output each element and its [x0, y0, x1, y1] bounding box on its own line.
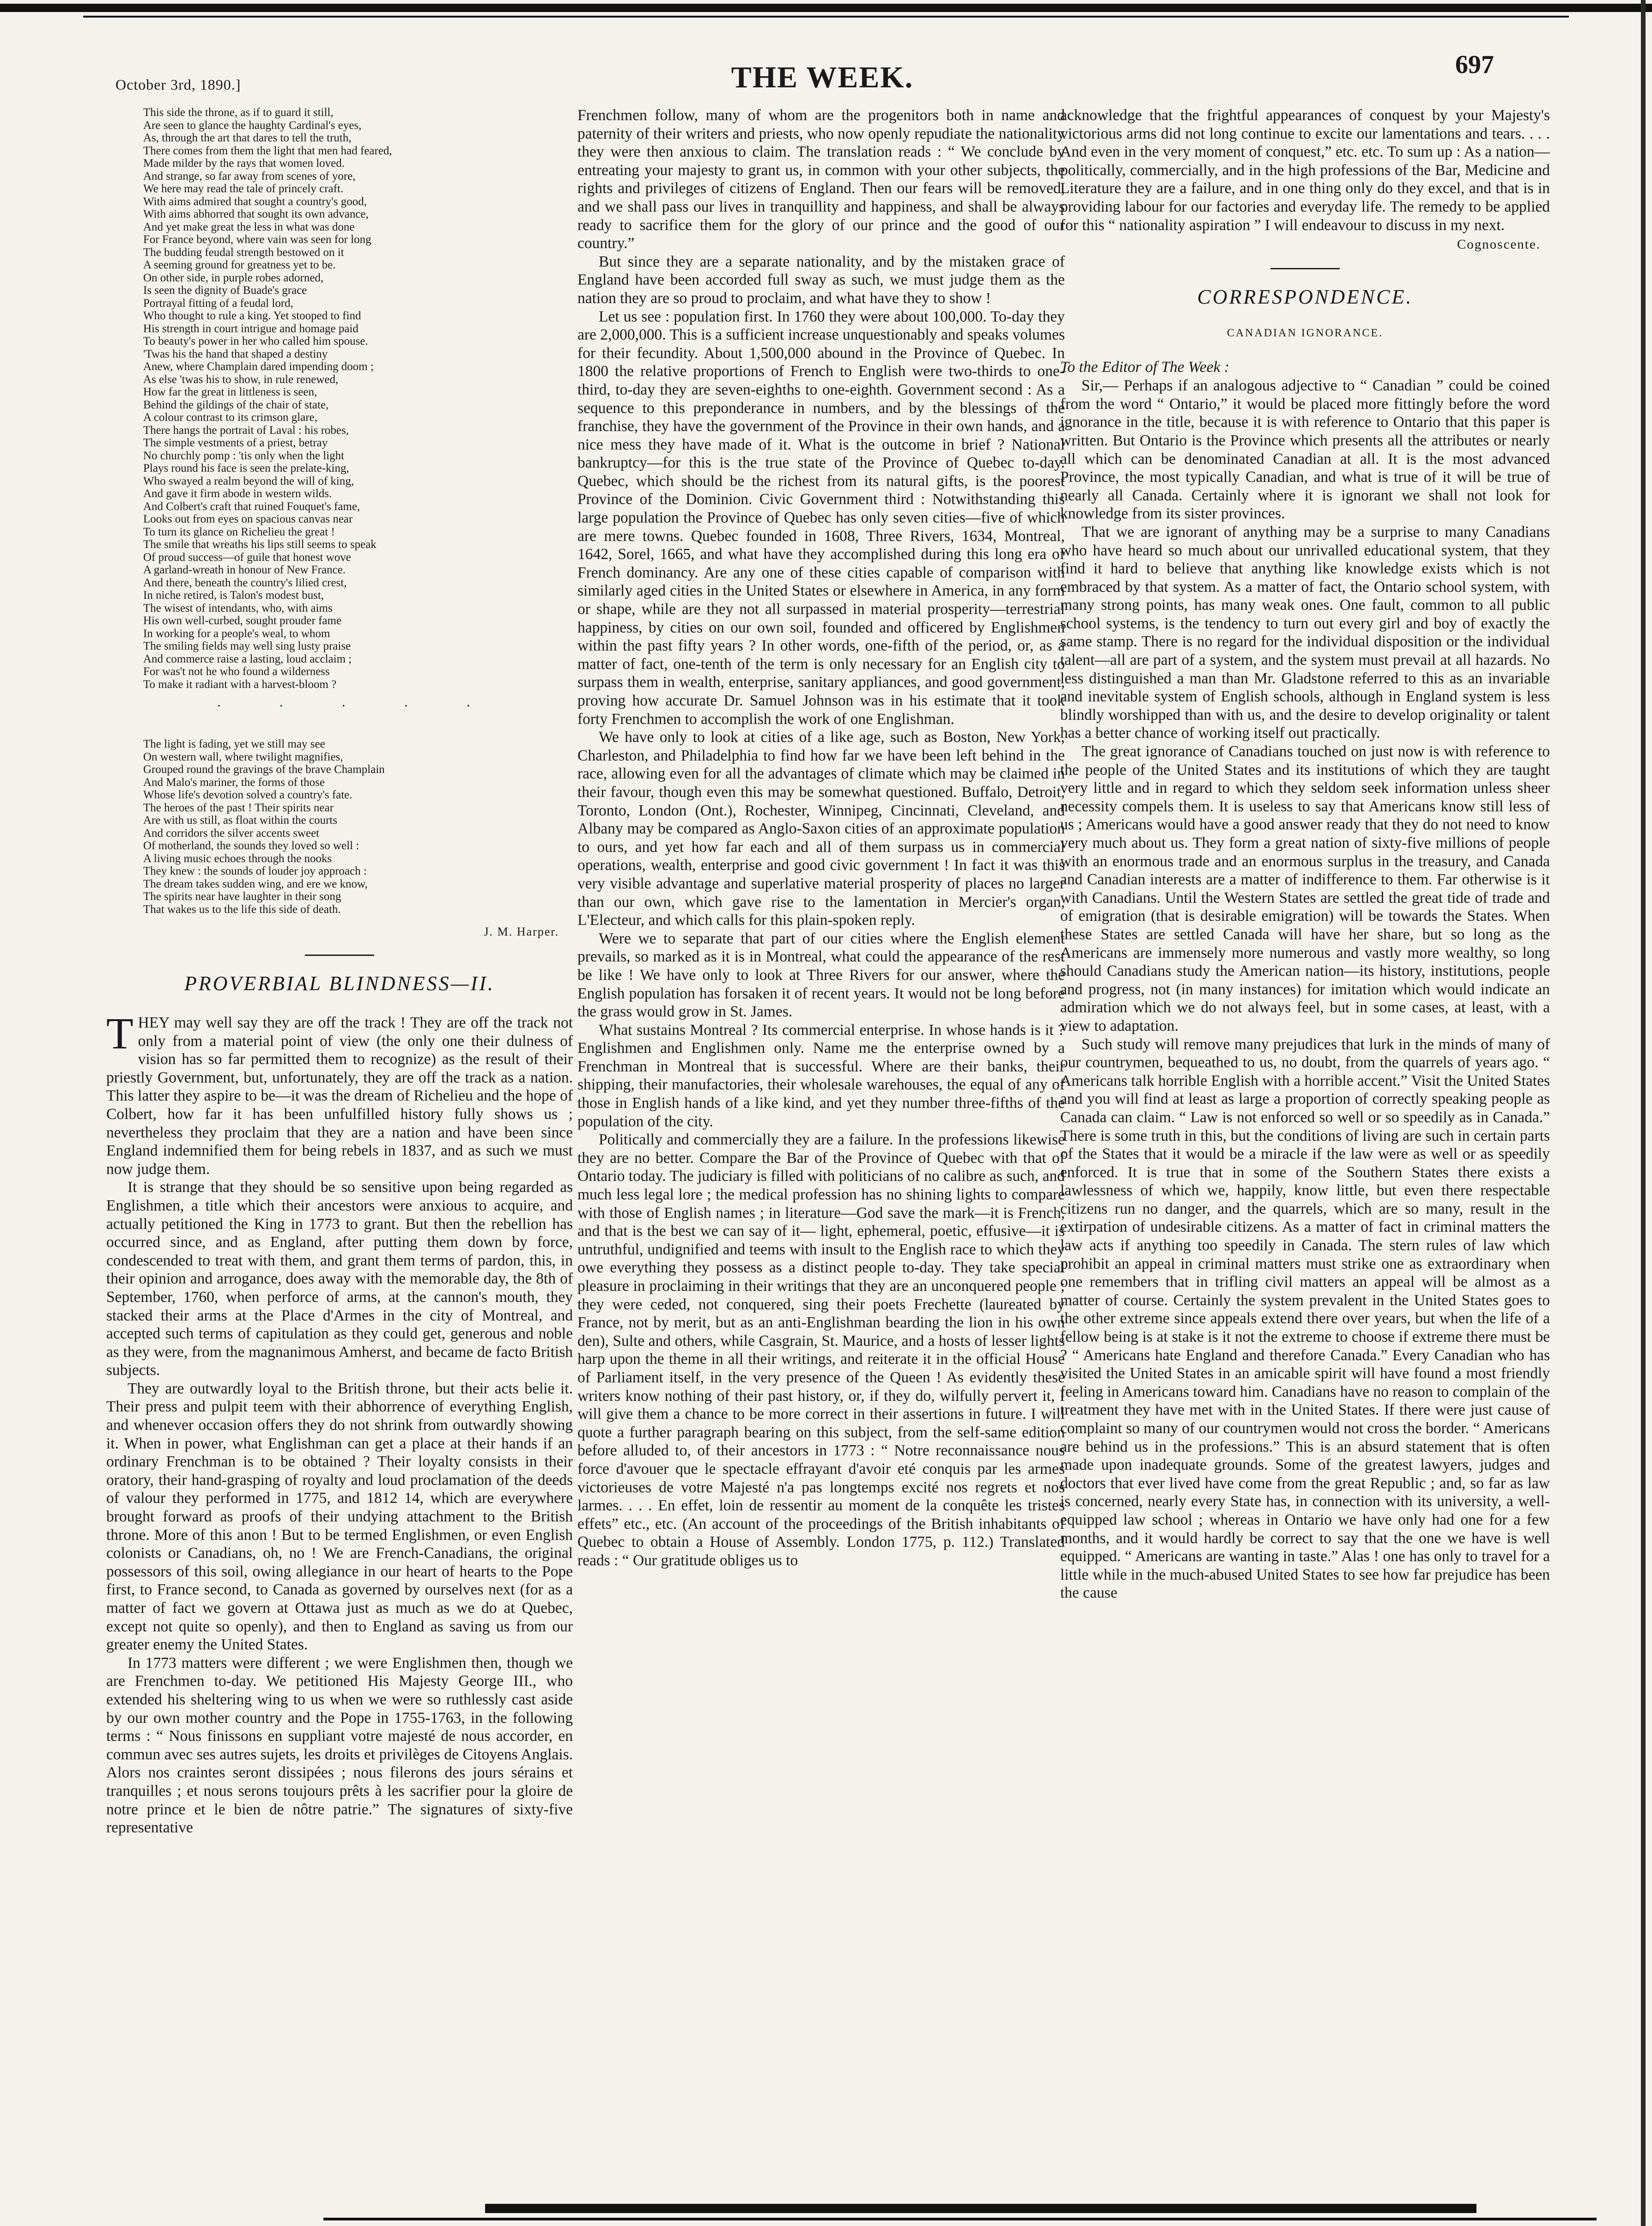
poem-line: Of motherland, the sounds they loved so well : — [143, 839, 359, 852]
poem-line: Behind the gildings of the chair of state, — [143, 398, 329, 411]
poem-line: Plays round his face is seen the prelate-king, — [143, 462, 349, 474]
poem-line: Is seen the dignity of Buade's grace — [143, 284, 307, 297]
poem-line: The wisest of intendants, who, with aims — [143, 602, 333, 614]
poem-line: Anew, where Champlain dared impending doom ; — [143, 360, 374, 373]
article-paragraph: Were we to separate that part of our cities where the English element prevails, so marked as it is in Montreal, what could the appearance of the rest be like ! We have only to look at Three Rivers for our answer, where the English population has forsaken it of recent years. It would not be long before the grass would grow in St. James. — [577, 930, 1065, 1021]
poem-line: And Colbert's craft that ruined Fouquet's fame, — [143, 500, 360, 513]
poem-line: In niche retired, is Talon's modest bust, — [143, 589, 324, 602]
article-paragraph: Frenchmen follow, many of whom are the progenitors both in name and paternity of their writers and priests, who now openly repudiate the nationality they were then anxious to claim. The translation reads : “ We conclude by entreating your majesty to grant us, in common with your other subjects, the rights and privileges of citizens of England. Then our fears will be removed, and we shall pass our lives in tranquillity and happiness, and shall be always ready to sacrifice them for the glory of our prince and the good of our country.” — [577, 107, 1065, 252]
poem-line: This side the throne, as if to guard it still, — [143, 106, 334, 119]
drop-cap: T — [106, 1009, 134, 1058]
poem-line: Who thought to rule a king. Yet stooped to find — [143, 310, 361, 322]
poem-line: The spirits near have laughter in their song — [143, 890, 341, 903]
letter-paragraph: Sir,— Perhaps if an analogous adjective to “ Canadian ” could be coined from the word “ Ontario,” it would be placed more fittingly before the word ignorance in the title, because it is with reference to Ontario that this paper is written. But Ontario is the Province which presents all the attributes or nearly all which can be denominated Canadian at all. It is the most advanced Province, the most typically Canadian, and what is true of it will be true of nearly all Canada. Certainly where it is ignorant we shall not look for knowledge from its sister provinces. — [1060, 377, 1550, 523]
bottom-border-rule — [485, 2204, 1476, 2213]
poem-line: To turn its glance on Richelieu the great ! — [143, 525, 335, 538]
poem-line: And gave it firm abode in western wilds. — [143, 487, 332, 500]
letter-paragraph: That we are ignorant of anything may be a surprise to many Canadians who have heard so much about our unrivalled educational system, that they find it hard to believe that anything like knowledge exists which is not embraced by that system. As a matter of fact, the Ontario school system, with many strong points, has many weak ones. One fault, common to all public school systems, is the tendency to turn out every girl and boy of exactly the same stamp. There is no regard for the individual disposition or the individual talent—all are part of a system, and the system must prevail at all hazards. No less distinguished a man than Mr. Gladstone referred to this as an invariable and inevitable system of English schools, although in England system is less blindly worshipped than with us, and the desire to develop originality or talent has a better chance of working itself out practically. — [1060, 523, 1550, 742]
poem-line: On other side, in purple robes adorned, — [143, 271, 324, 284]
top-border-rule — [0, 4, 1652, 12]
poem-line: They knew : the sounds of louder joy approach : — [143, 865, 367, 877]
poem-line: And corridors the silver accents sweet — [143, 827, 320, 839]
article-first-text: HEY may well say they are off the track ! They are off the track not only from a material point of view (the only one their dulness of vision has so far permitted them to recognize) as the result of their priestly Government, but, unfortunately, they are off the track as a nation. This latter they aspire to be—it was the dream of Richelieu and the hope of Colbert, how far it has been unfulfilled history fully shows us ; nevertheless they proclaim that they are a nation and have been since England indemnified them for being rebels in 1837, and as such we must now judge them. — [106, 1014, 573, 1178]
article-paragraph: But since they are a separate nationality, and by the mistaken grace of England have been accorded full sway as such, we must judge them as the nation they are so proud to proclaim, and what have they to show ! — [577, 253, 1065, 307]
article-signoff: Cognoscente. — [1457, 237, 1541, 252]
poem-line: Of proud success—of guile that honest wove — [143, 551, 351, 564]
poem-line: As else 'twas his to show, in rule renewed, — [143, 373, 339, 386]
journal-title: THE WEEK. — [731, 61, 914, 94]
poem-line: On western wall, where twilight magnifies, — [143, 750, 343, 763]
article-paragraph: acknowledge that the frightful appearances of conquest by your Majesty's victorious arms did not long continue to excite our lamentations and tears. . . . And even in the very moment of conquest,” etc. etc. To sum up : As a nation—politically, commercially, and in the high professions of the Bar, Medicine and Literature they are a failure, and in one thing only do they excel, and that is in providing labour for our factories and everyday life. The remedy to be applied for this “ nationality aspiration ” I will endeavour to discuss in my next. — [1060, 107, 1550, 234]
poem-ellipsis: . . . . . — [217, 694, 498, 710]
poem-line: A garland-wreath in honour of New France. — [143, 564, 346, 576]
article-paragraph: What sustains Montreal ? Its commercial enterprise. In whose hands is it ? Englishmen and Englishmen only. Name me the enterprise owned by a Frenchman in Montreal that is successful. Where are their banks, their shipping, their manufactories, their wholesale warehouses, the equal of any of those in English hands of a like kind, and yet they number three-fifths of the population of the city. — [577, 1021, 1065, 1130]
column-3 — [1060, 106, 1550, 1602]
article-paragraph: Let us see : population first. In 1760 they were about 100,000. To-day they are 2,000,000. This is a sufficient increase unquestionably and speaks volumes for their fecundity. About 1,500,000 abound in the Province of Quebec. In 1800 the relative proportions of French to English were two-thirds to one-third, to-day they are seven-eighths to one-eighth. Government second : As a sequence to this preponderance in numbers, and by the blessings of the franchise, they have the government of the Province in their own hands, and a nice mess they have made of it. What is the outcome in brief ? National bankruptcy—for this is the true state of the Province of Quebec to-day. Quebec, which should be the richest from its natural gifts, is the poorest Province of the Dominion. Civic Government third : Notwithstanding this large population the Province of Quebec has only seven cities—five of which are mere towns. Quebec founded in 1608, Three Rivers, 1634, Montreal, 1642, Sorel, 1665, and what have they accomplished during this long era of French dominancy. Are any one of these cities capable of comparison with similarly aged cities in the United States or elsewhere in America, in any form or shape, while are they not all surpassed in material prosperity—terrestrial happiness, by cities on our own soil, founded and officered by Englishmen within the past fifty years ? In other words, one-fifth of the period, or, as a matter of fact, one-tenth of the term is only necessary for an English city to surpass them in wealth, enterprise, sanitary appliances, and good government, proving how accurate Dr. Samuel Johnson was in his estimate that it took forty Frenchmen to accomplish the work of one Englishman. — [577, 308, 1065, 728]
poem-line: And Malo's mariner, the forms of those — [143, 776, 325, 789]
poem-line: For was't not he who found a wilderness — [143, 665, 330, 678]
poem-line: To make it radiant with a harvest-bloom ? — [143, 678, 337, 691]
poem-line: And yet make great the less in what was done — [143, 220, 355, 233]
poem-line: The heroes of the past ! Their spirits near — [143, 801, 334, 814]
poem-line: That wakes us to the life this side of death. — [143, 903, 341, 916]
poem-line: Portrayal fitting of a feudal lord, — [143, 297, 293, 310]
poem-line: With aims admired that sought a country's good, — [143, 195, 367, 208]
poem-line: His strength in court intrigue and homage paid — [143, 322, 358, 335]
poem-line: And there, beneath the country's lilied crest, — [143, 576, 347, 589]
poem-author: J. M. Harper. — [484, 925, 559, 938]
poem-line: For France beyond, where vain was seen for long — [143, 233, 371, 246]
poem-line: No churchly pomp : 'tis only when the light — [143, 449, 345, 462]
poem-line: There comes from them the light that men had feared, — [143, 144, 392, 157]
poem-line: There hangs the portrait of Laval : his robes, — [143, 424, 349, 437]
top-thin-rule — [83, 16, 1569, 18]
page-number: 697 — [1455, 50, 1494, 79]
poem-line: Looks out from eyes on spacious canvas near — [143, 513, 353, 525]
poem-line: Who swayed a realm beyond the will of king, — [143, 474, 354, 487]
section-divider — [305, 955, 374, 956]
article-paragraph: They are outwardly loyal to the British throne, but their acts belie it. Their press and pulpit teem with their abhorrence of everything English, and whenever occasion offers they do not shrink from outwardly showing it. When in power, what Englishman can get a place at their hands if an ordinary Frenchman is to be obtained ? Their loyalty consists in their oratory, their hand-grasping of royalty and loud proclamation of the deeds of valour they performed in 1775, and 1812 14, which are everywhere brought forward as proofs of their undying attachment to the British throne. More of this anon ! But to be termed Englishmen, or even English colonists or Canadians, oh, no ! We are French-Canadians, the original possessors of this soil, owing allegiance in our heart of hearts to the Pope first, to France second, to Canada as governed by ourselves next (for as a matter of fact we govern at Ottawa just as much as we do at Quebec, except not quite so openly), and then to England as saving us from our greater enemy the United States. — [106, 1380, 573, 1654]
article-paragraph — [106, 1009, 573, 1178]
poem-line: The smile that wreaths his lips still seems to speak — [143, 538, 377, 551]
poem-line: With aims abhorred that sought its own advance, — [143, 208, 369, 220]
article-paragraph: We have only to look at cities of a like age, such as Boston, New York, Charleston, and Philadelphia to find how far we have been left behind in the race, allowing even for all the advantages of climate which may be claimed in their favour, though even this may be somewhat questioned. Buffalo, Detroit, Toronto, London (Ont.), Rochester, Winnipeg, Cincinnati, Cleveland, and Albany may be compared as Anglo-Saxon cities of an approximate population to ours, and yet how far each and all of them surpass us in commercial operations, wealth, enterprise and good civic government ! In fact it was this very visible advantage and superlative material prosperity of places no larger than our own, which gave rise to the lamentation in Mercier's organ, L'Electeur, and which calls for this plain-spoken reply. — [577, 729, 1065, 929]
poem-line: A living music echoes through the nooks — [143, 852, 332, 865]
letter-address: To the Editor of The Week : — [1060, 359, 1229, 376]
article-title: PROVERBIAL BLINDNESS—II. — [184, 972, 495, 995]
poem-line: Made milder by the rays that women loved. — [143, 157, 345, 170]
poem-line: How far the great in littleness is seen, — [143, 386, 317, 398]
correspondence-title: CORRESPONDENCE. — [1197, 286, 1413, 309]
article-paragraph: Politically and commercially they are a failure. In the professions likewise they are no better. Compare the Bar of the Province of Quebec with that of Ontario today. The judiciary is filled with politicians of no calibre as such, and much less legal lore ; the medical profession has no shining lights to compare with those of English names ; in literature—God save the mark—it is French, and that is the best we can say of it— light, ephemeral, poetic, effusive—it is untruthful, undignified and teems with insult to the English race to which they owe everything they possess as a distinct people to-day. They take special pleasure in proclaiming in their writings that they are an unconquered people ; they were ceded, not conquered, sing their poets Frechette (laureated by France, not by merit, but as an anti-Englishman bearding the lion in his own den), Sulte and others, while Casgrain, St. Maurice, and a hosts of lesser lights harp upon the theme in all their writings, and reiterate it in the official House of Parliament itself, in the very presence of the Queen ! As evidently these writers know nothing of their past history, or, if they do, wilfully pervert it, I will give them a chance to be more correct in their assertions in future. I will quote a further paragraph bearing on this subject, from the self-same edition before alluded to, of their ancestors in 1773 : “ Notre reconnaissance nous force d'avouer que le spectacle effrayant d'avoir eté conquis par les armes victorieuses de votre Majesté n'a pas longtemps excité nos regrets et nos larmes. . . . En effet, loin de ressentir au moment de la conquête les tristes effets” etc., etc. (An account of the proceedings of the British inhabitants of Quebec to obtain a House of Assembly. London 1775, p. 112.) Translated reads : “ Our gratitude obliges us to — [577, 1131, 1065, 1569]
bottom-thin-rule — [323, 2218, 1597, 2220]
article-paragraph: In 1773 matters were different ; we were Englishmen then, though we are Frenchmen to-day. We petitioned His Majesty George III., who extended his sheltering wing to us when we were so ruthlessly cast aside by our own mother country and the Pope in 1755-1763, in the following terms : “ Nous finissons en suppliant votre majesté de nous accorder, en commun avec ses autres sujets, les droits et privilèges de Citoyens Anglais. Alors nos craintes seront dissipées ; nous filerons des jours sérains et tranquilles ; et nous serons toujours prêts à les sacrifier pour la gloire de notre prince et le bien de nôtre patrie.” The signatures of sixty-five representative — [106, 1654, 573, 1837]
poem-line: 'Twas his the hand that shaped a destiny — [143, 347, 328, 360]
section-divider — [1270, 268, 1340, 269]
poem-line: And strange, so far away from scenes of yore, — [143, 170, 356, 182]
column-2 — [577, 106, 1065, 1570]
letter-paragraph: The great ignorance of Canadians touched on just now is with reference to the people of the United States and its institutions of which they are taught very little and in regard to which they seldom seek information unless sheer necessity compels them. It is useless to say that Americans know still less of us ; Americans would have a good answer ready that they do not need to know very much about us. They form a great nation of sixty-five millions of people with an enormous trade and an enormous surplus in the treasury, and Canada and Canadian interests are a matter of indifference to them. Far otherwise is it with Canadians. Until the Western States are settled the great tide of trade and of emigration (that is desirable emigration) will be towards the States. When these States are settled Canada will have her share, but so long as the Americans are immensely more numerous and vastly more wealthy, so long should Canadians study the American nation—its history, institutions, people and progress, not (in many instances) for imitation which would indicate an admiration which we do not always feel, but in some cases, at least, with a view to adaptation. — [1060, 743, 1550, 1034]
poem-line: The budding feudal strength bestowed on it — [143, 246, 344, 259]
poem-line: And commerce raise a lasting, loud acclaim ; — [143, 652, 352, 665]
issue-date: October 3rd, 1890.] — [115, 76, 241, 93]
letter-paragraph: Such study will remove many prejudices that lurk in the minds of many of our countrymen, bequeathed to us, no doubt, from the quarrels of years ago. “ Americans talk horrible English with a horrible accent.” Visit the United States and you will find at least as large a proportion of correctly speaking people as Canada can claim. “ Law is not enforced so well or so speedily as in Canada.” There is some truth in this, but the conditions of living are such in certain parts of the States that it would be a miracle if the law were as well or as speedily enforced. It is true that in some of the Southern States there exists a lawlessness of which we, happily, know little, but even there respectable citizens run no danger, and the quarrels, which are so many, result in the extirpation of undesirable citizens. As a matter of fact in criminal matters the law acts if anything too speedily in Canada. The stern rules of law which prohibit an appeal in criminal matters must strike one as extraordinary when one remembers that in trifling civil matters an appeal will be almost as a matter of course. Certainly the system prevalent in the United States goes to the other extreme since appeals extend there over years, but when the life of a fellow being is at stake is it not the extreme to choose if extreme there must be ? “ Americans hate England and therefore Canada.” Every Canadian who has visited the United States in an amicable spirit will have found a most friendly feeling in Americans toward him. Canadians have no reason to complain of the treatment they have met with in the United States. If there were just cause of complaint so many of our countrymen would not cross the border. “ Americans are behind us in the professions.” This is an absurd statement that is often made upon inadequate grounds. Some of the greatest lawyers, judges and doctors that ever lived have come from the great Republic ; and, so far as law is concerned, nearly every State has, in connection with its university, a well-equipped law school ; whereas in Ontario we have only had one for a few months, and it would hardly be correct to say that the one we have is well equipped. “ Americans are wanting in taste.” Alas ! one has only to travel for a little while in the much-abused United States to see how far prejudice has been the cause — [1060, 1035, 1550, 1602]
column-1 — [106, 106, 573, 1837]
poem-line: A colour contrast to its crimson glare, — [143, 411, 318, 424]
poem-line: As, through the art that dares to tell the truth, — [143, 132, 352, 144]
poem-line: The light is fading, yet we still may see — [143, 738, 325, 750]
poem-line: To beauty's power in her who called him spouse. — [143, 335, 368, 347]
poem-line: Whose life's devotion solved a country's fate. — [143, 789, 352, 801]
correspondence-subtitle: CANADIAN IGNORANCE. — [1227, 327, 1384, 340]
poem-line: We here may read the tale of princely craft. — [143, 182, 344, 195]
poem-line: In working for a people's weal, to whom — [143, 627, 330, 640]
poem-line: Are with us still, as float within the courts — [143, 814, 338, 827]
poem-line: Grouped round the gravings of the brave Champlain — [143, 763, 385, 776]
poem-line: The smiling fields may well sing lusty praise — [143, 640, 351, 652]
poem-line: His own well-curbed, sought prouder fame — [143, 614, 342, 627]
poem-stanza-1 — [143, 106, 573, 691]
article-paragraph: It is strange that they should be so sensitive upon being regarded as Englishmen, a title which their ancestors were anxious to acquire, and actually petitioned the King in 1773 to grant. But then the rebellion has occurred since, and as England, after putting them down by force, condescended to treat with them, and grant them terms of pardon, this, in their opinion and arrogance, does away with the memorable day, the 8th of September, 1760, when perforce of arms, at the cannon's mouth, they stacked their arms at the Place d'Armes in the city of Montreal, and accepted such terms of capitulation as they could get, generous and noble as they were, from the magnanimous Amherst, and became de facto British subjects. — [106, 1179, 573, 1379]
poem-line: Are seen to glance the haughty Cardinal's eyes, — [143, 119, 362, 132]
poem-line: The simple vestments of a priest, betray — [143, 437, 328, 449]
poem-line: The dream takes sudden wing, and ere we know, — [143, 877, 368, 890]
poem-stanza-2 — [143, 738, 573, 916]
poem-line: A seeming ground for greatness yet to be. — [143, 259, 336, 271]
page-edge — [1641, 0, 1646, 2226]
